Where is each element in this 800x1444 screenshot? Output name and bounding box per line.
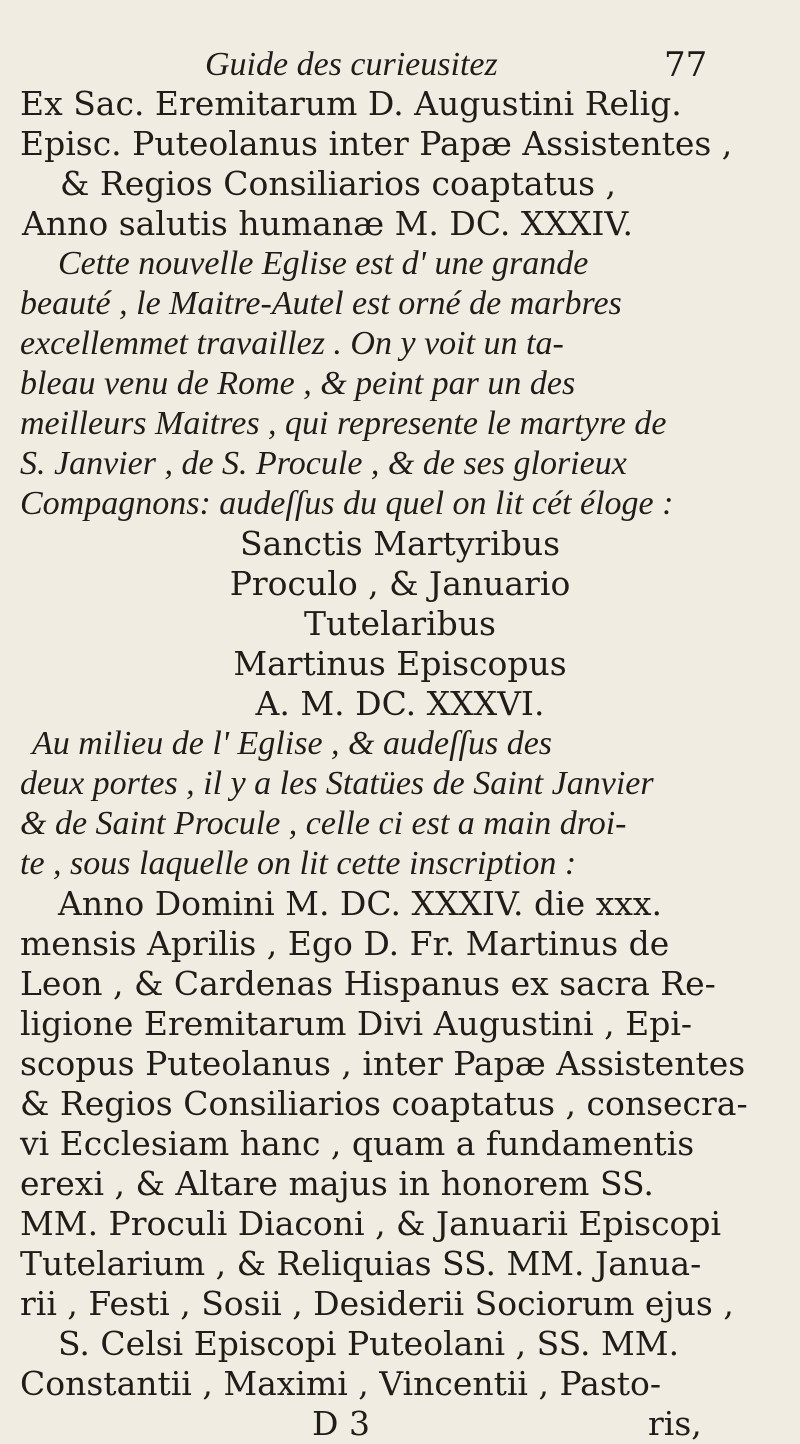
text-line-22: vi Ecclesiam hanc , quam a fundamentis	[20, 1124, 695, 1163]
text-line-12: Au milieu de l' Eglise , & audeſſus des	[32, 725, 553, 762]
text-line-25: Tutelarium , & Reliquias SS. MM. Janua-	[20, 1244, 702, 1283]
text-line-27: S. Celsi Episcopi Puteolani , SS. MM.	[58, 1324, 680, 1363]
text-line-2: Episc. Puteolanus inter Papæ Assistentes ,	[20, 124, 733, 163]
page-number: 77	[664, 45, 708, 85]
catchword: ris,	[648, 1404, 702, 1443]
inscription-line-3: Tutelaribus	[304, 604, 496, 643]
text-line-15: te , sous laquelle on lit cette inscription :	[20, 845, 577, 882]
inscription-line-4: Martinus Episcopus	[233, 644, 567, 683]
text-line-4: Anno salutis humanæ M. DC. XXXIV.	[22, 204, 633, 243]
text-line-28: Constantii , Maximi , Vincentii , Pasto-	[20, 1364, 662, 1403]
text-line-16: Anno Domini M. DC. XXXIV. die xxx.	[58, 884, 663, 923]
running-head: Guide des curieusitez	[205, 46, 498, 83]
text-line-11: Compagnons: audeſſus du quel on lit cét éloge :	[20, 485, 674, 522]
text-line-1: Ex Sac. Eremitarum D. Augustini Relig.	[20, 84, 682, 123]
text-line-17: mensis Aprilis , Ego D. Fr. Martinus de	[20, 924, 670, 963]
text-line-8: bleau venu de Rome , & peint par un des	[20, 365, 576, 402]
text-line-7: excellemmet travaillez . On y voit un ta-	[20, 325, 564, 362]
text-line-23: erexi , & Altare majus in honorem SS.	[20, 1164, 654, 1203]
text-line-20: scopus Puteolanus , inter Papæ Assistentes	[20, 1044, 746, 1083]
inscription-line-5: A. M. DC. XXXVI.	[255, 684, 545, 723]
text-line-19: ligione Eremitarum Divi Augustini , Epi-	[20, 1004, 693, 1043]
inscription-line-1: Sanctis Martyribus	[239, 524, 561, 563]
text-line-5: Cette nouvelle Eglise est d' une grande	[58, 245, 589, 282]
text-line-21: & Regios Consiliarios coaptatus , consecra-	[20, 1084, 748, 1123]
text-line-24: MM. Proculi Diaconi , & Januarii Episcopi	[20, 1204, 722, 1243]
text-line-13: deux portes , il y a les Statües de Saint Janvier	[20, 765, 654, 802]
text-line-18: Leon , & Cardenas Hispanus ex sacra Re-	[20, 964, 716, 1003]
text-line-14: & de Saint Procule , celle ci est a main droi-	[20, 805, 627, 842]
inscription-line-2: Proculo , & Januario	[229, 564, 571, 603]
text-line-3: & Regios Consiliarios coaptatus ,	[60, 164, 616, 203]
text-line-9: meilleurs Maitres , qui represente le martyre de	[20, 405, 667, 442]
signature-mark: D 3	[312, 1404, 370, 1443]
text-line-6: beauté , le Maitre-Autel est orné de marbres	[20, 285, 622, 322]
text-line-10: S. Janvier , de S. Procule , & de ses glorieux	[20, 445, 627, 482]
text-line-26: rii , Festi , Sosii , Desiderii Sociorum ejus ,	[20, 1284, 734, 1323]
